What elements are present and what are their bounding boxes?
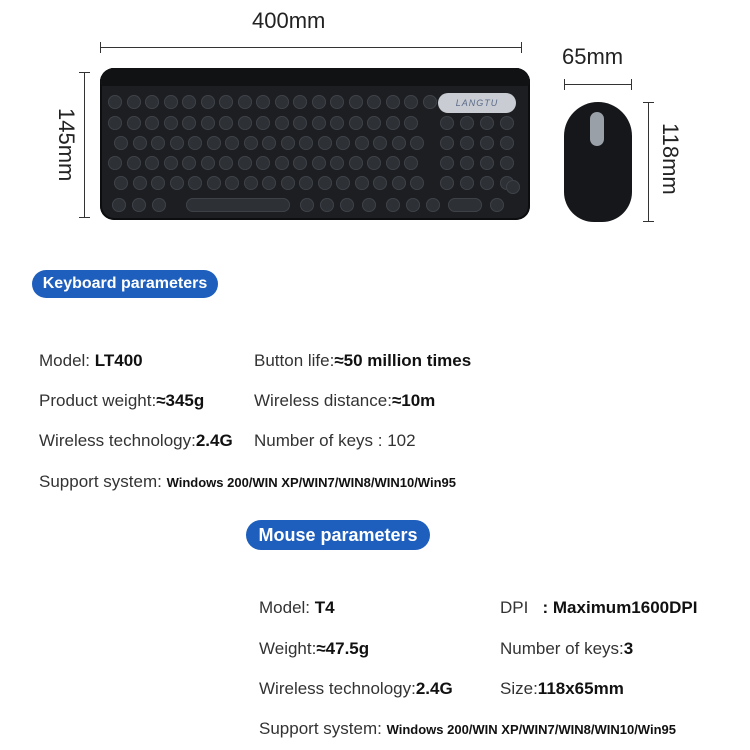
keyboard-key <box>340 198 354 212</box>
mouse-parameters-title: Mouse parameters <box>246 520 430 550</box>
kb-model-value: LT400 <box>94 351 143 370</box>
keyboard-key <box>238 156 252 170</box>
kb-weight <box>39 391 204 411</box>
keyboard-key <box>480 136 494 150</box>
keyboard-key <box>373 136 387 150</box>
ms-dpi-label: DPI <box>500 598 529 617</box>
keyboard-key <box>182 156 196 170</box>
keyboard-key <box>506 180 520 194</box>
keyboard-key <box>127 95 141 109</box>
kb-weight-value: ≈345g <box>156 391 205 410</box>
keyboard-key <box>480 176 494 190</box>
keyboard-key <box>440 116 454 130</box>
keyboard-key <box>145 116 159 130</box>
keyboard-key <box>164 156 178 170</box>
keyboard-key <box>188 136 202 150</box>
keyboard-key <box>170 136 184 150</box>
keyboard-key <box>299 136 313 150</box>
ms-keys <box>500 639 633 659</box>
kb-distance-label: Wireless distance: <box>254 391 392 410</box>
keyboard-key <box>320 198 334 212</box>
kb-weight-label: Product weight: <box>39 391 157 410</box>
keyboard-key <box>108 156 122 170</box>
ms-weight-value: ≈47.5g <box>316 639 370 658</box>
ms-model-value: T4 <box>314 598 335 617</box>
kb-button-life <box>254 351 471 371</box>
keyboard-key <box>367 116 381 130</box>
keyboard-key <box>386 198 400 212</box>
keyboard-key <box>244 176 258 190</box>
keyboard-key <box>330 116 344 130</box>
keyboard-key <box>367 156 381 170</box>
keyboard-key <box>426 198 440 212</box>
ms-dpi <box>500 598 697 618</box>
keyboard-key <box>440 136 454 150</box>
keyboard-key <box>145 156 159 170</box>
ms-system <box>259 719 676 739</box>
keyboard-key <box>410 136 424 150</box>
ms-system-label: Support system: <box>259 719 382 738</box>
keyboard-key <box>386 116 400 130</box>
kb-model-label: Model: <box>39 351 91 370</box>
mouse-height-label: 118mm <box>658 123 683 195</box>
keyboard-height-line <box>84 72 85 218</box>
kb-button-life-value: ≈50 million times <box>334 351 472 370</box>
keyboard-key <box>490 198 504 212</box>
keyboard-key <box>281 136 295 150</box>
keyboard-key <box>386 95 400 109</box>
mouse-wheel <box>590 112 604 146</box>
keyboard-key <box>500 156 514 170</box>
keyboard-key <box>114 136 128 150</box>
keyboard-key <box>500 136 514 150</box>
ms-keys-value: 3 <box>623 639 634 658</box>
kb-system-value: Windows 200/WIN XP/WIN7/WIN8/WIN10/Win95 <box>166 475 456 490</box>
keyboard-height-tick-top <box>79 72 90 73</box>
keyboard-key <box>201 156 215 170</box>
ms-tech <box>259 679 453 699</box>
keyboard-key <box>367 95 381 109</box>
mouse-height-tick-top <box>643 102 654 103</box>
kb-tech-value: 2.4G <box>195 431 233 450</box>
keyboard-brand-plate: LANGTU <box>438 93 516 113</box>
keyboard-key <box>164 116 178 130</box>
keyboard-key <box>355 136 369 150</box>
keyboard-key <box>336 176 350 190</box>
keyboard-key <box>500 116 514 130</box>
ms-model <box>259 598 335 618</box>
keyboard-key <box>127 156 141 170</box>
keyboard-key <box>312 116 326 130</box>
keyboard-key <box>386 156 400 170</box>
keyboard-key <box>480 156 494 170</box>
kb-system <box>39 472 456 492</box>
mouse-width-tick-right <box>631 79 632 90</box>
keyboard-key <box>219 95 233 109</box>
keyboard-key <box>112 198 126 212</box>
keyboard-key <box>404 116 418 130</box>
keyboard-key <box>293 116 307 130</box>
keyboard-key <box>201 95 215 109</box>
keyboard-key <box>186 198 290 212</box>
keyboard-key <box>410 176 424 190</box>
ms-size-value: 118x65mm <box>537 679 624 698</box>
keyboard-key <box>238 116 252 130</box>
keyboard-key <box>225 176 239 190</box>
keyboard-key <box>145 95 159 109</box>
kb-tech-label: Wireless technology: <box>39 431 196 450</box>
ms-tech-label: Wireless technology: <box>259 679 416 698</box>
ms-system-value: Windows 200/WIN XP/WIN7/WIN8/WIN10/Win95 <box>386 722 676 737</box>
ms-size-label: Size: <box>500 679 538 698</box>
keyboard-key <box>201 116 215 130</box>
kb-keys-label: Number of keys <box>254 431 374 450</box>
keyboard-key <box>440 176 454 190</box>
kb-button-life-label: Button life: <box>254 351 335 370</box>
keyboard-key <box>238 95 252 109</box>
keyboard-key <box>275 156 289 170</box>
keyboard-key <box>127 116 141 130</box>
keyboard-width-line <box>100 47 522 48</box>
keyboard-key <box>151 136 165 150</box>
keyboard-key <box>404 156 418 170</box>
keyboard-key <box>262 176 276 190</box>
keyboard-key <box>108 95 122 109</box>
keyboard-key <box>256 156 270 170</box>
kb-system-label: Support system: <box>39 472 162 491</box>
ms-model-label: Model: <box>259 598 311 617</box>
mouse-height-tick-bottom <box>643 221 654 222</box>
keyboard-key <box>460 136 474 150</box>
keyboard-key <box>256 95 270 109</box>
keyboard-height-tick-bottom <box>79 217 90 218</box>
mouse-height-line <box>648 102 649 222</box>
ms-weight <box>259 639 369 659</box>
keyboard-key <box>108 116 122 130</box>
keyboard-key <box>207 176 221 190</box>
keyboard-key <box>355 176 369 190</box>
keyboard-key <box>318 136 332 150</box>
keyboard-key <box>170 176 184 190</box>
keyboard-key <box>349 116 363 130</box>
keyboard-key <box>281 176 295 190</box>
ms-weight-label: Weight: <box>259 639 317 658</box>
keyboard-key <box>219 156 233 170</box>
kb-distance <box>254 391 435 411</box>
keyboard-key <box>392 136 406 150</box>
keyboard-key <box>330 156 344 170</box>
keyboard-width-label: 400mm <box>252 8 326 33</box>
mouse-width-line <box>564 84 632 85</box>
keyboard-key <box>133 136 147 150</box>
keyboard-key <box>373 176 387 190</box>
keyboard-key <box>423 95 437 109</box>
keyboard-key <box>114 176 128 190</box>
keyboard-key <box>132 198 146 212</box>
keyboard-key <box>460 176 474 190</box>
keyboard-key <box>349 95 363 109</box>
keyboard-key <box>244 136 258 150</box>
keyboard-key <box>440 156 454 170</box>
keyboard-key <box>182 95 196 109</box>
keyboard-key <box>275 95 289 109</box>
keyboard-key <box>448 198 482 212</box>
keyboard-key <box>330 95 344 109</box>
keyboard-width-tick-left <box>100 42 101 53</box>
ms-size <box>500 679 624 699</box>
keyboard-key <box>133 176 147 190</box>
keyboard-key <box>207 136 221 150</box>
keyboard-key <box>152 198 166 212</box>
keyboard-key <box>362 198 376 212</box>
keyboard-top-bar <box>100 68 530 86</box>
keyboard-key <box>262 136 276 150</box>
kb-tech <box>39 431 233 451</box>
keyboard-key <box>219 116 233 130</box>
ms-keys-label: Number of keys: <box>500 639 624 658</box>
keyboard-key <box>392 176 406 190</box>
keyboard-key <box>293 95 307 109</box>
keyboard-key <box>225 136 239 150</box>
kb-keys <box>254 431 416 451</box>
keyboard-key <box>256 116 270 130</box>
kb-keys-value: : 102 <box>377 431 416 450</box>
keyboard-key <box>182 116 196 130</box>
keyboard-key <box>299 176 313 190</box>
kb-model <box>39 351 143 371</box>
keyboard-key <box>312 156 326 170</box>
keyboard-key <box>151 176 165 190</box>
keyboard-width-tick-right <box>521 42 522 53</box>
mouse-width-label: 65mm <box>562 44 624 69</box>
keyboard-key <box>460 116 474 130</box>
ms-dpi-value: : Maximum1600DPI <box>542 598 698 617</box>
keyboard-key <box>293 156 307 170</box>
keyboard-key <box>312 95 326 109</box>
keyboard-height-label: 145mm <box>54 108 79 182</box>
keyboard-key <box>275 116 289 130</box>
ms-tech-value: 2.4G <box>415 679 453 698</box>
keyboard-key <box>404 95 418 109</box>
keyboard-key <box>188 176 202 190</box>
keyboard-key <box>318 176 332 190</box>
keyboard-key <box>164 95 178 109</box>
keyboard-key <box>480 116 494 130</box>
kb-distance-value: ≈10m <box>391 391 436 410</box>
keyboard-key <box>460 156 474 170</box>
keyboard-key <box>300 198 314 212</box>
mouse-width-tick-left <box>564 79 565 90</box>
keyboard-key <box>349 156 363 170</box>
keyboard-key <box>406 198 420 212</box>
keyboard-parameters-title: Keyboard parameters <box>32 270 218 298</box>
keyboard-key <box>336 136 350 150</box>
